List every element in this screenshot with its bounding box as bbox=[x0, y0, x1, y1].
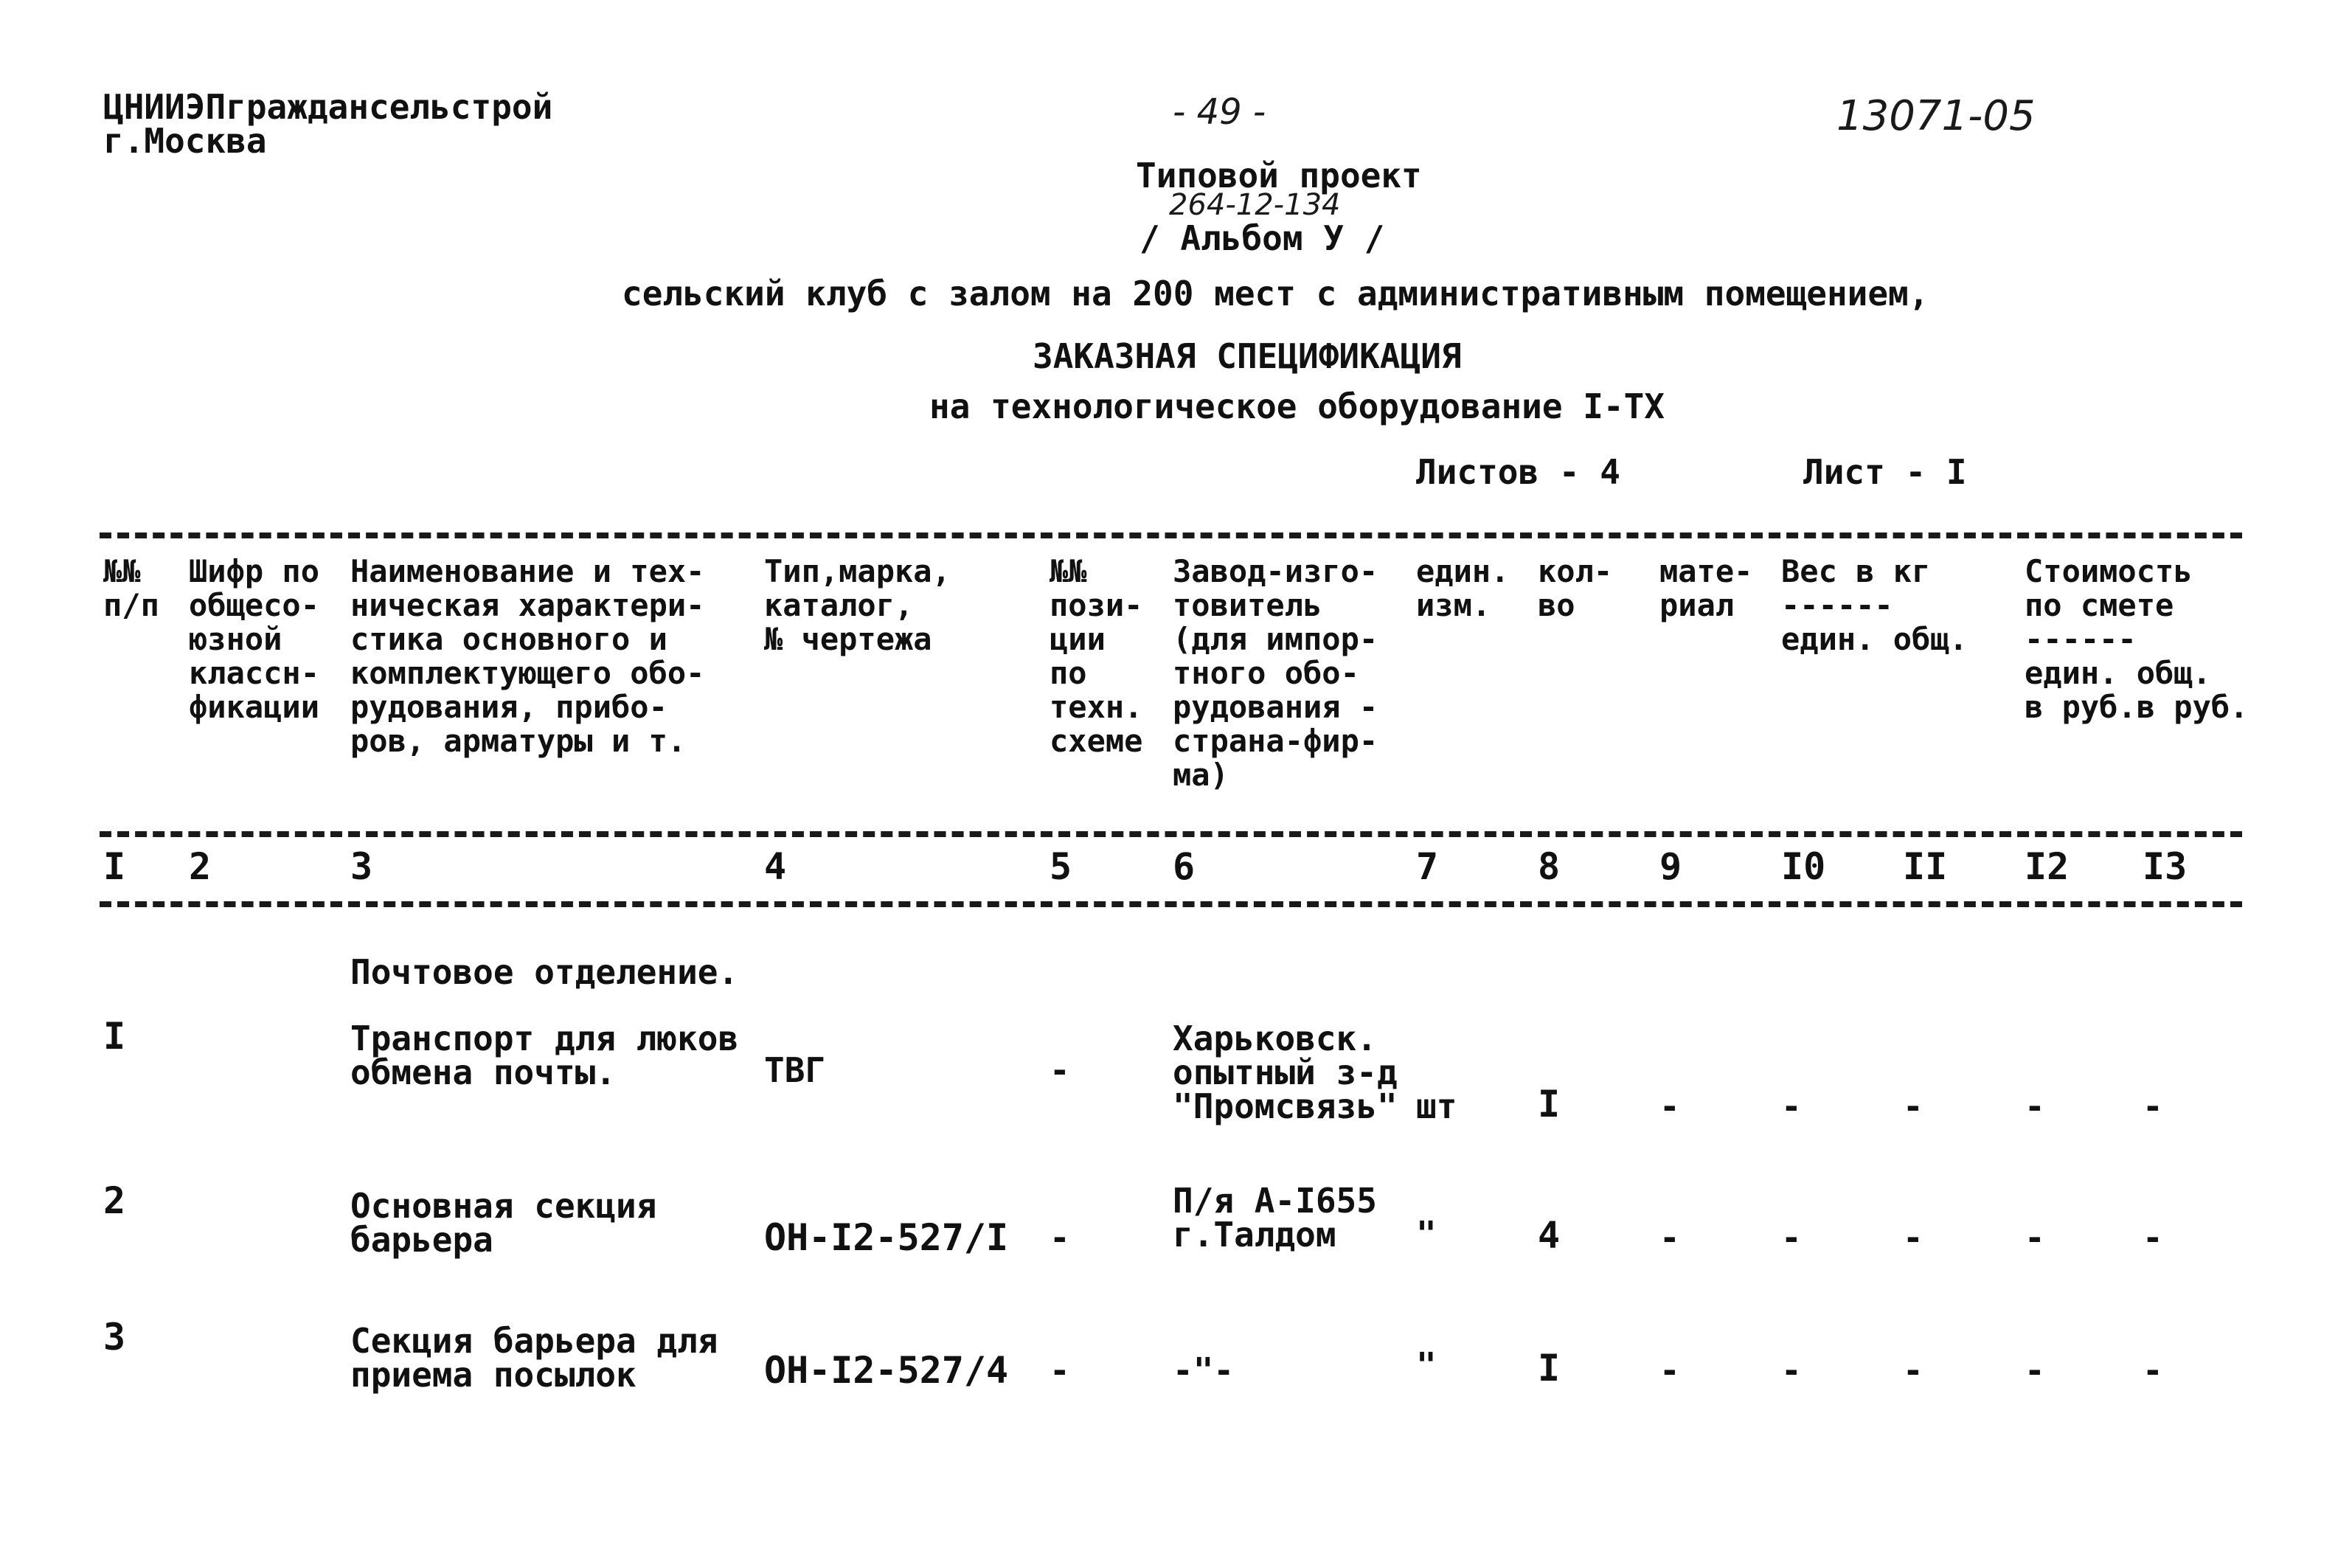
row-quantity: 4 bbox=[1538, 1214, 1561, 1257]
column-number: I bbox=[103, 845, 126, 888]
row-type: ОН-I2-527/4 bbox=[764, 1349, 1009, 1392]
row-cost-total: - bbox=[2143, 1218, 2163, 1257]
row-cost-unit: - bbox=[2025, 1086, 2045, 1126]
row-cost-unit: - bbox=[2025, 1350, 2045, 1390]
album-label: / Альбом У / bbox=[1139, 218, 1385, 258]
col-header-unit: един. изм. bbox=[1416, 553, 1510, 623]
row-type: ТВГ bbox=[764, 1050, 826, 1090]
column-number: 8 bbox=[1538, 845, 1561, 888]
col-header-num: №№ п/п bbox=[103, 553, 159, 623]
row-manufacturer: -"- bbox=[1173, 1350, 1235, 1390]
row-weight-unit: - bbox=[1781, 1086, 1802, 1126]
row-manufacturer: Харьковск. опытный з-д "Промсвязь" bbox=[1173, 1019, 1398, 1126]
page-number: - 49 - bbox=[1173, 91, 1266, 133]
col-header-classifier: Шифр по общесо- юзной классн- фикации bbox=[189, 553, 320, 725]
section-title: Почтовое отделение. bbox=[350, 952, 739, 992]
project-title: Типовой проект bbox=[1136, 156, 1422, 195]
row-weight-unit: - bbox=[1781, 1350, 1802, 1390]
sheet-current: Лист - I bbox=[1803, 452, 1967, 492]
col-header-position: №№ пози- ции по техн. схеме bbox=[1050, 553, 1143, 759]
row-quantity: I bbox=[1538, 1083, 1561, 1125]
row-unit: " bbox=[1416, 1214, 1437, 1254]
row-number: 2 bbox=[103, 1179, 126, 1222]
row-weight-unit: - bbox=[1781, 1218, 1802, 1257]
column-number: 6 bbox=[1173, 845, 1196, 888]
row-cost-total: - bbox=[2143, 1350, 2163, 1390]
row-name: Основная секция барьера bbox=[350, 1186, 657, 1260]
col-header-manufacturer: Завод-изго- товитель (для импор- тного обо- рудования - страна-фир- ма) bbox=[1173, 553, 1378, 793]
column-number: 7 bbox=[1416, 845, 1439, 888]
sheets-total: Листов - 4 bbox=[1416, 452, 1620, 492]
row-cost-total: - bbox=[2143, 1086, 2163, 1126]
object-description: сельский клуб с залом на 200 мест с административным помещением, bbox=[622, 274, 1929, 313]
col-header-cost: Стоимость по смете ------ един. общ. в руб.в руб. bbox=[2025, 553, 2249, 725]
row-weight-total: - bbox=[1903, 1086, 1923, 1126]
col-header-quantity: кол- во bbox=[1538, 553, 1613, 623]
column-number: 3 bbox=[350, 845, 373, 888]
spec-subtitle: на технологическое оборудование I-ТХ bbox=[929, 386, 1665, 426]
column-number: I0 bbox=[1781, 845, 1826, 888]
row-quantity: I bbox=[1538, 1347, 1561, 1390]
col-header-type: Тип,марка, каталог, № чертежа bbox=[764, 553, 951, 657]
row-position: - bbox=[1050, 1350, 1070, 1390]
row-unit: " bbox=[1416, 1345, 1437, 1385]
col-header-weight: Вес в кг ------ един. общ. bbox=[1781, 553, 1968, 657]
row-weight-total: - bbox=[1903, 1350, 1923, 1390]
row-position: - bbox=[1050, 1050, 1070, 1090]
column-number: 5 bbox=[1050, 845, 1072, 888]
header-bottom-rule bbox=[100, 831, 2242, 837]
row-material: - bbox=[1659, 1218, 1680, 1257]
column-number: 4 bbox=[764, 845, 787, 888]
column-number: I3 bbox=[2143, 845, 2188, 888]
row-manufacturer: П/я А-I655 г.Талдом bbox=[1173, 1181, 1377, 1255]
document-code: 13071-05 bbox=[1836, 92, 2036, 140]
table-top-rule bbox=[100, 533, 2242, 538]
project-code: 264-12-134 bbox=[1169, 188, 1341, 222]
row-material: - bbox=[1659, 1086, 1680, 1126]
row-material: - bbox=[1659, 1350, 1680, 1390]
row-unit: шт bbox=[1416, 1086, 1457, 1126]
column-number: II bbox=[1903, 845, 1948, 888]
org-city: г.Москва bbox=[103, 121, 267, 161]
row-number: 3 bbox=[103, 1316, 126, 1359]
spec-title: ЗАКАЗНАЯ СПЕЦИФИКАЦИЯ bbox=[1033, 336, 1462, 376]
row-name: Секция барьера для приема посылок bbox=[350, 1321, 718, 1395]
row-name: Транспорт для люков обмена почты. bbox=[350, 1019, 739, 1092]
column-number: 9 bbox=[1659, 845, 1682, 888]
column-number: I2 bbox=[2025, 845, 2070, 888]
row-cost-unit: - bbox=[2025, 1218, 2045, 1257]
col-header-material: мате- риал bbox=[1659, 553, 1753, 623]
row-number: I bbox=[103, 1015, 126, 1058]
column-numbers-rule bbox=[100, 901, 2242, 907]
row-weight-total: - bbox=[1903, 1218, 1923, 1257]
col-header-name: Наименование и тех- ническая характери- стика основного и комплектующего обо- рудования, прибо- ров, арматуры и т. bbox=[350, 553, 705, 759]
row-type: ОН-I2-527/I bbox=[764, 1216, 1009, 1259]
column-number: 2 bbox=[189, 845, 212, 888]
row-position: - bbox=[1050, 1218, 1070, 1257]
org-name: ЦНИИЭПграждансельстрой bbox=[103, 87, 553, 127]
